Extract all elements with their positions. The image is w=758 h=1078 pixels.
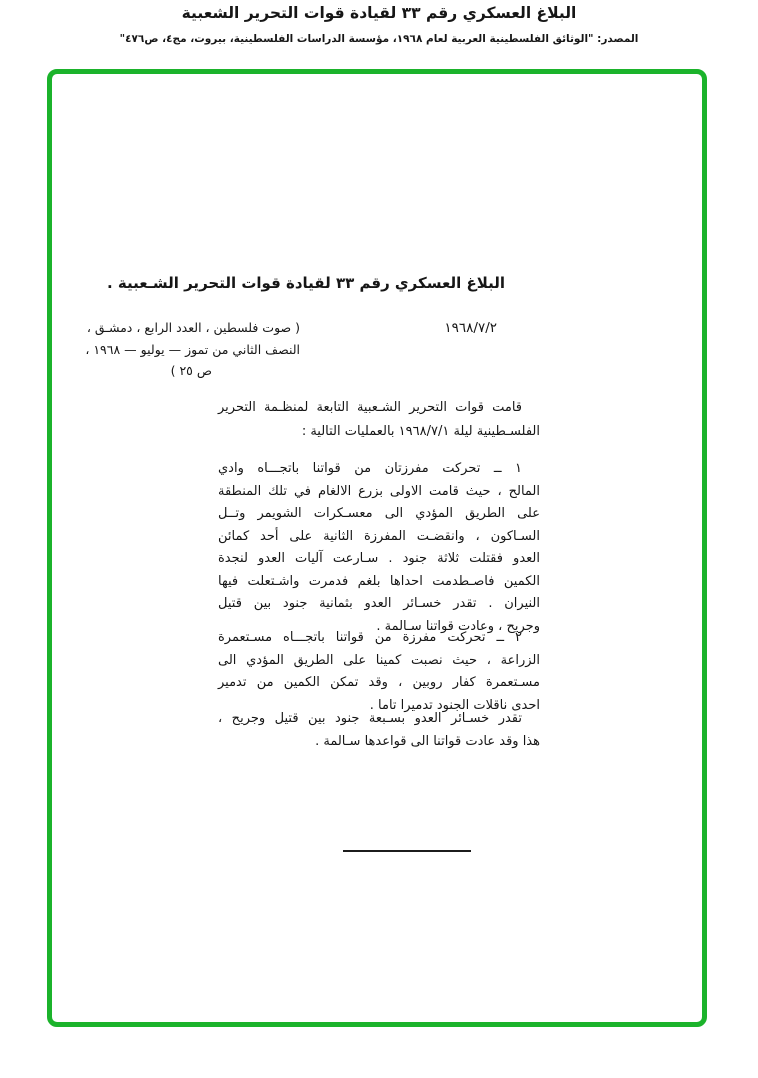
text-line: ١ ــ تحركت مفرزتان من قواتنا باتجـــاه وادي [218,461,522,476]
citation-line: ص ٢٥ ) [170,363,212,378]
text-line: احدى ناقلات الجنود تدميرا تاما . [369,697,540,713]
closing-paragraph [218,708,540,753]
page-title: البلاغ العسكري رقم ٣٣ لقيادة قوات التحرير الشعبية [181,4,577,22]
citation-line: ( صوت فلسطين ، العدد الرابع ، دمشـق ، [86,320,300,335]
publication-citation [76,317,300,382]
text-line: الزراعة ، حيث نصبت كمينا على الطريق المؤدي الى [218,652,540,668]
text-line: مسـتعمرة كفار روبين ، وقد تمكن الكمين من تدمير [218,675,540,690]
text-line: المالح ، حيث قامت الاولى بزرع الالغام في تلك المنطقة [218,483,540,499]
divider-line [343,850,471,852]
operation-1-paragraph [218,458,540,638]
communique-date: ١٩٦٨/٧/٢ [444,320,497,336]
source-citation-line: المصدر: "الوثائق الفلسطينية العربية لعام ١٩٦٨، مؤسسة الدراسات الفلسطينية، بيروت، مج٤، ص٤٧٦" [119,33,639,45]
text-line: على الطريق المؤدي الى معسـكرات الشويمر وتــل [218,506,540,521]
text-line: قامت قوات التحرير الشـعبية التابعة لمنظـمة التحرير [218,400,522,415]
text-line: تقدر خسـائر العدو بسـبعة جنود بين قتيل وجريح ، [218,711,522,726]
text-line: العدو فقتلت ثلاثة جنود . سـارعت آليات العدو لنجدة [218,551,540,566]
text-line: الفلسـطينية ليلة ١٩٦٨/٧/١ بالعمليات التالية : [301,423,540,439]
operation-2-paragraph [218,627,540,717]
communique-title: البلاغ العسكري رقم ٣٣ لقيادة قوات التحرير الشـعبية . [106,274,505,292]
text-line: السـاكون ، وانقضـت المفرزة الثانية على أحد كمائن [218,528,540,544]
intro-paragraph [218,396,540,443]
text-line: وجريح ، وعادت قواتنا سـالمة . [376,618,540,634]
citation-line: النصف الثاني من تموز — يوليو — ١٩٦٨ ، [85,341,300,357]
text-line: هذا وقد عادت قواتنا الى قواعدها سـالمة . [315,733,540,749]
text-line: الكمين فاصـطدمت احداها بلغم فدمرت واشـتعلت فيها [218,573,540,589]
text-line: ٢ ــ تحركت مفرزة من قواتنا باتجـــاه مسـتعمرة [218,630,522,645]
text-line: النيران . تقدر خسـائر العدو بثمانية جنود بين قتيل [218,596,540,611]
